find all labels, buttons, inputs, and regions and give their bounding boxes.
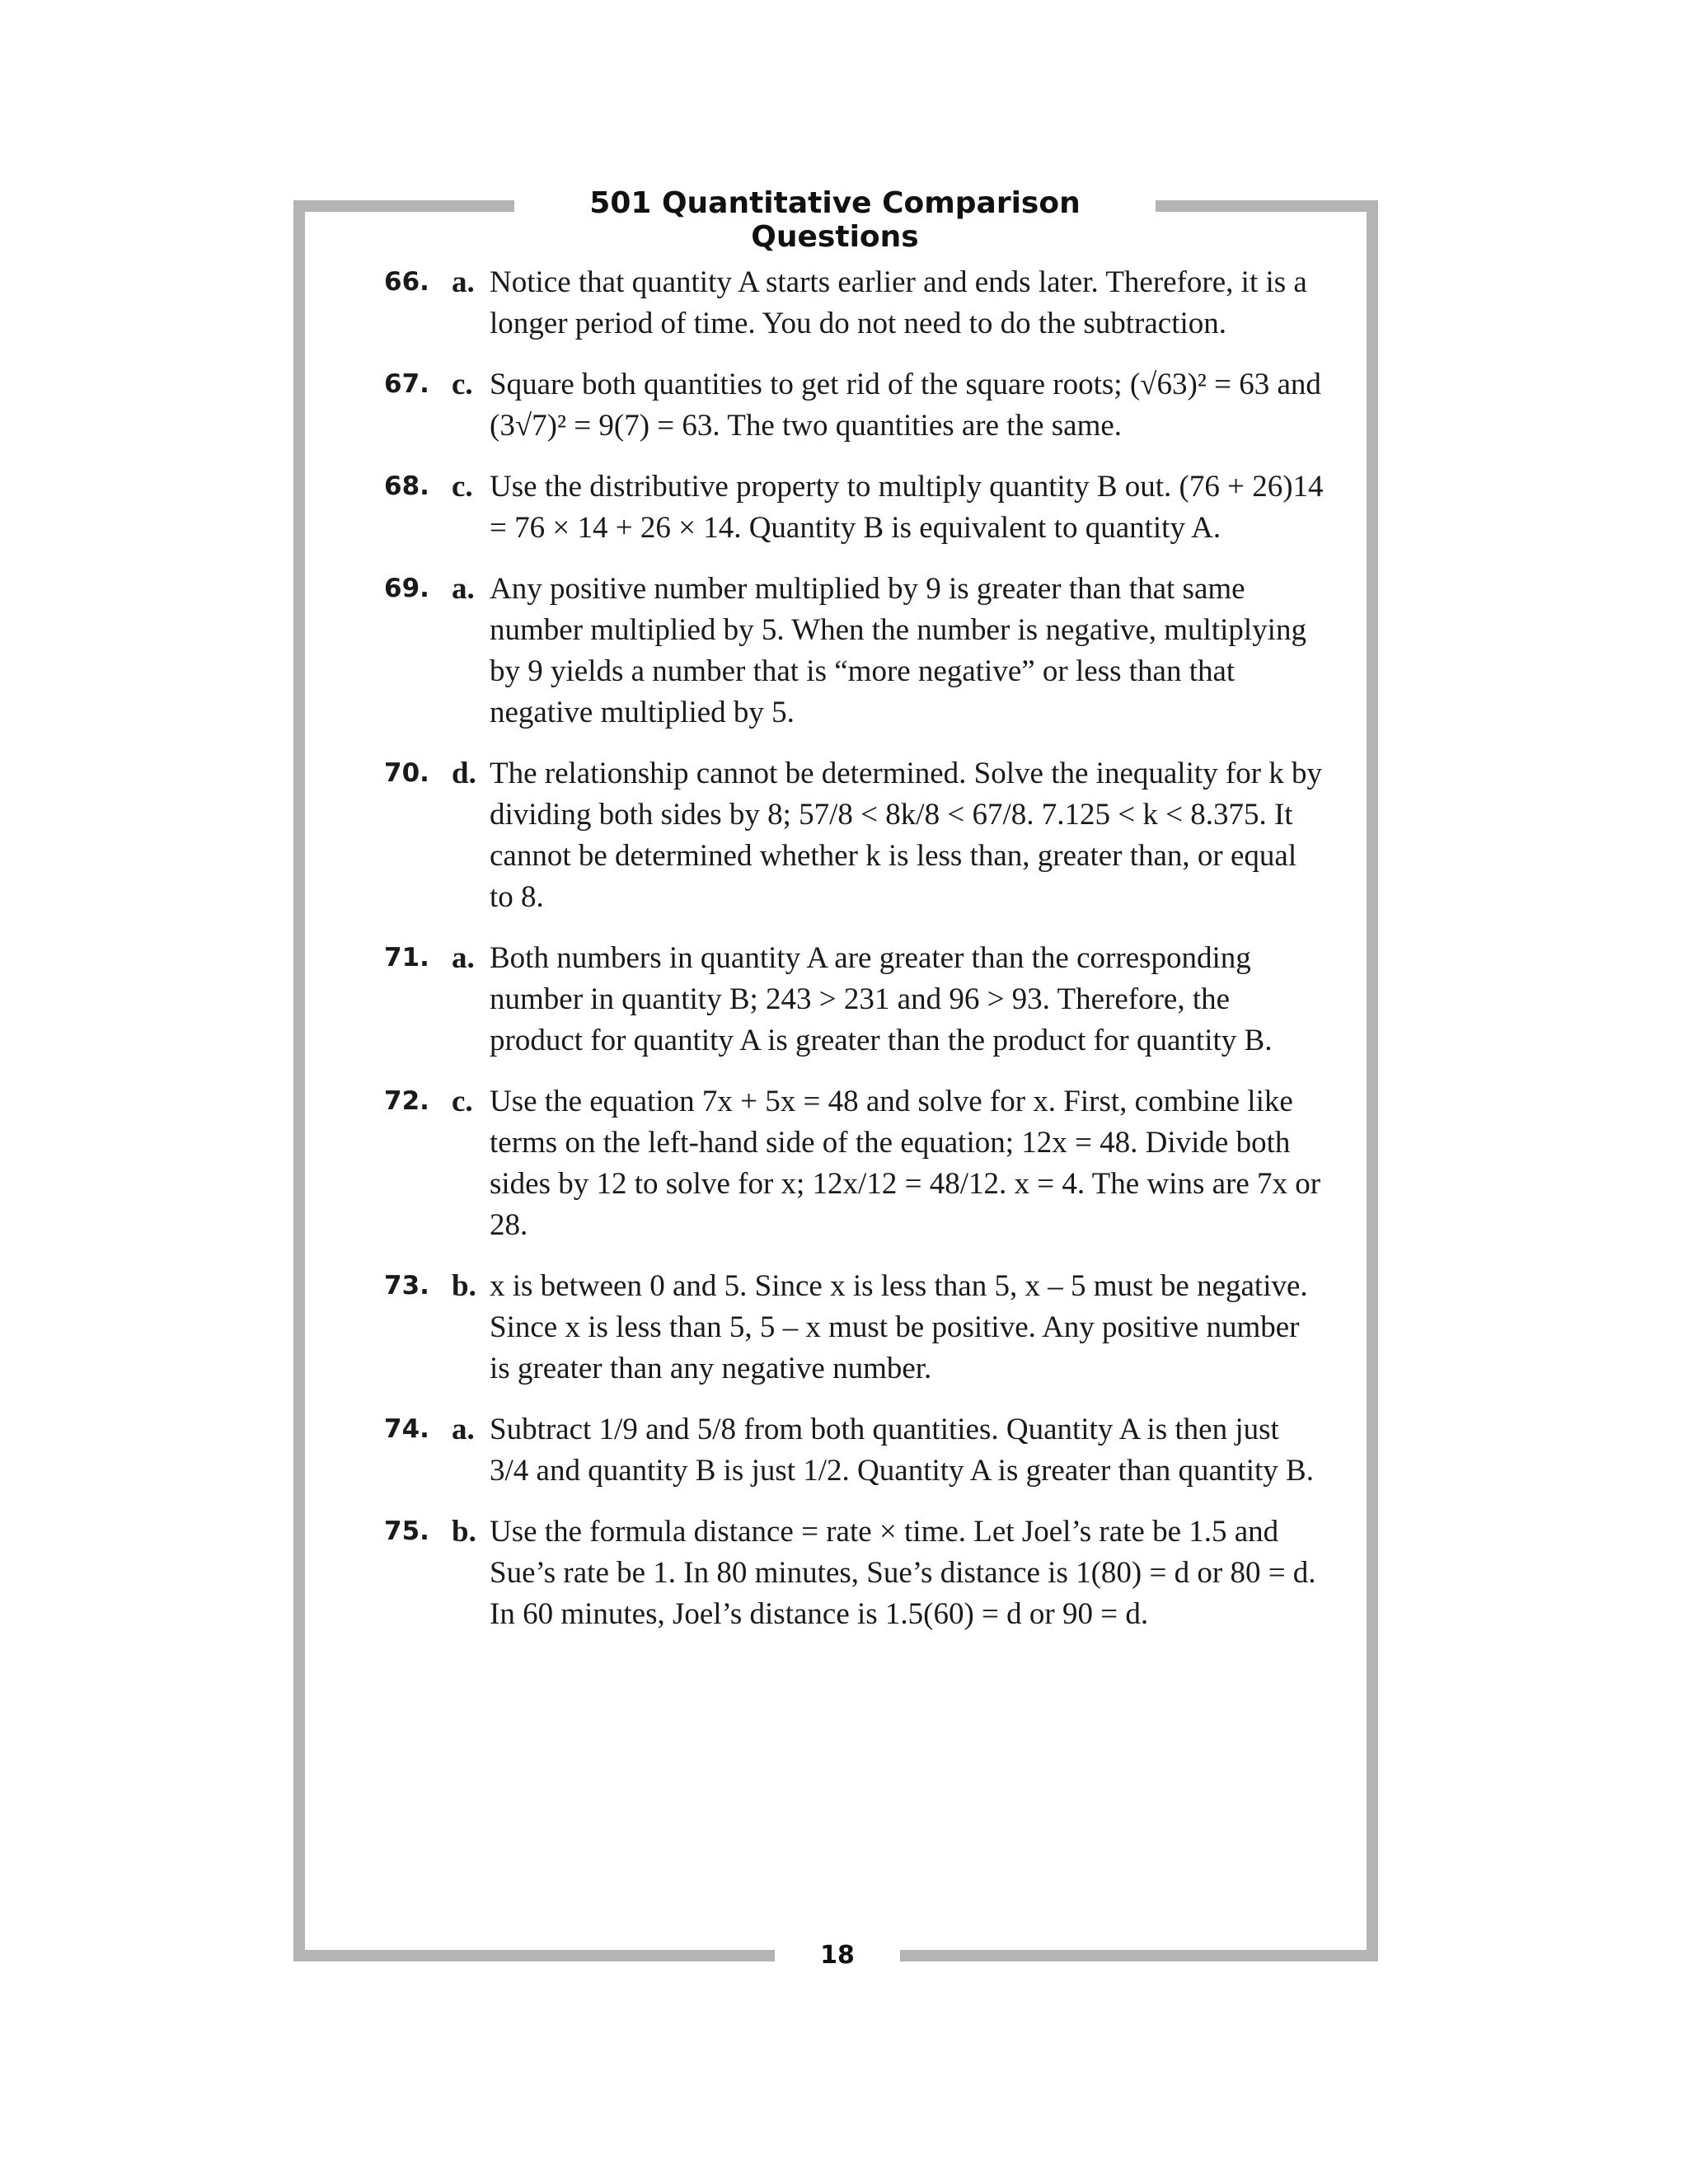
page-header-title: 501 Quantitative Comparison Questions (589, 186, 1081, 254)
answer-explanation: Any positive number multiplied by 9 is greater than that same number multiplied by 5. When the number is negative, multiplying by 9 yields a number that is “more negative” or less than that negative multiplied by 5. (490, 572, 1306, 729)
answer-item (384, 364, 1324, 447)
frame-bottom-left-bar (293, 1950, 775, 1961)
answer-letter: a. (452, 265, 475, 299)
answer-explanation: The relationship cannot be determined. Solve the inequality for k by dividing both sides by 8; 57/8 < 8k/8 < 67/8. 7.125 < k < 8.375. It cannot be determined whether k is less than, greater than, or equal to 8. (490, 757, 1323, 914)
answer-number: 73. (384, 1271, 429, 1301)
answer-item (384, 262, 1324, 344)
answer-number: 67. (384, 369, 429, 399)
frame-left-bar (293, 200, 305, 1961)
answer-letter: c. (452, 1085, 473, 1118)
answer-number: 74. (384, 1414, 429, 1444)
answer-number: 66. (384, 267, 429, 297)
answer-explanation: Notice that quantity A starts earlier and ends later. Therefore, it is a longer period of time. You do not need to do the subtraction. (490, 265, 1307, 340)
answer-number: 69. (384, 574, 429, 603)
answer-letter: d. (452, 757, 476, 790)
answer-item (384, 753, 1324, 918)
answer-explanation: Subtract 1/9 and 5/8 from both quantities. Quantity A is then just 3/4 and quantity B is just 1/2. Quantity A is greater than quantity B. (490, 1413, 1314, 1488)
page-number: 18 (820, 1941, 855, 1970)
answer-explanation: Both numbers in quantity A are greater than the corresponding number in quantity B; 243 > 231 and 96 > 93. Therefore, the product for quantity A is greater than the product for quantity B. (490, 941, 1273, 1057)
answer-letter: a. (452, 572, 475, 606)
answer-item (384, 1409, 1324, 1492)
answer-item (384, 938, 1324, 1062)
frame-top-left-bar (293, 200, 514, 212)
answer-item (384, 1081, 1324, 1246)
frame-right-bar (1367, 200, 1378, 1961)
answer-item (384, 466, 1324, 549)
answer-item (384, 1266, 1324, 1390)
answer-number: 72. (384, 1086, 429, 1116)
answer-number: 70. (384, 758, 429, 788)
answer-number: 68. (384, 471, 429, 501)
answer-item (384, 1511, 1324, 1635)
answer-explanation: Use the formula distance = rate × time. Let Joel’s rate be 1.5 and Sue’s rate be 1. In 80 minutes, Sue’s distance is 1(80) = d or 80 = d. In 60 minutes, Joel’s distance is 1.5(60) = d or 90 = d. (490, 1515, 1316, 1631)
answer-explanation: Square both quantities to get rid of the square roots; (√63)² = 63 and (3√7)² = 9(7) = 63. The two quantities are the same. (490, 368, 1321, 443)
answer-list (384, 262, 1324, 1655)
frame-top-right-bar (1156, 200, 1378, 212)
answer-letter: b. (452, 1515, 476, 1549)
answer-explanation: Use the equation 7x + 5x = 48 and solve for x. First, combine like terms on the left-hand side of the equation; 12x = 48. Divide both sides by 12 to solve for x; 12x/12 = 48/12. x = 4. The wins are 7x or 28. (490, 1085, 1321, 1242)
answer-letter: b. (452, 1269, 476, 1303)
answer-letter: a. (452, 941, 475, 975)
answer-number: 75. (384, 1516, 429, 1546)
answer-letter: c. (452, 470, 473, 504)
answer-item (384, 569, 1324, 733)
answer-letter: a. (452, 1413, 475, 1446)
answer-letter: c. (452, 368, 473, 401)
answer-explanation: x is between 0 and 5. Since x is less than 5, x – 5 must be negative. Since x is less than 5, 5 – x must be positive. Any positive number is greater than any negative number. (490, 1269, 1308, 1385)
frame-bottom-right-bar (900, 1950, 1378, 1961)
answer-number: 71. (384, 943, 429, 972)
answer-explanation: Use the distributive property to multiply quantity B out. (76 + 26)14 = 76 × 14 + 26 × 14. Quantity B is equivalent to quantity A. (490, 470, 1324, 545)
